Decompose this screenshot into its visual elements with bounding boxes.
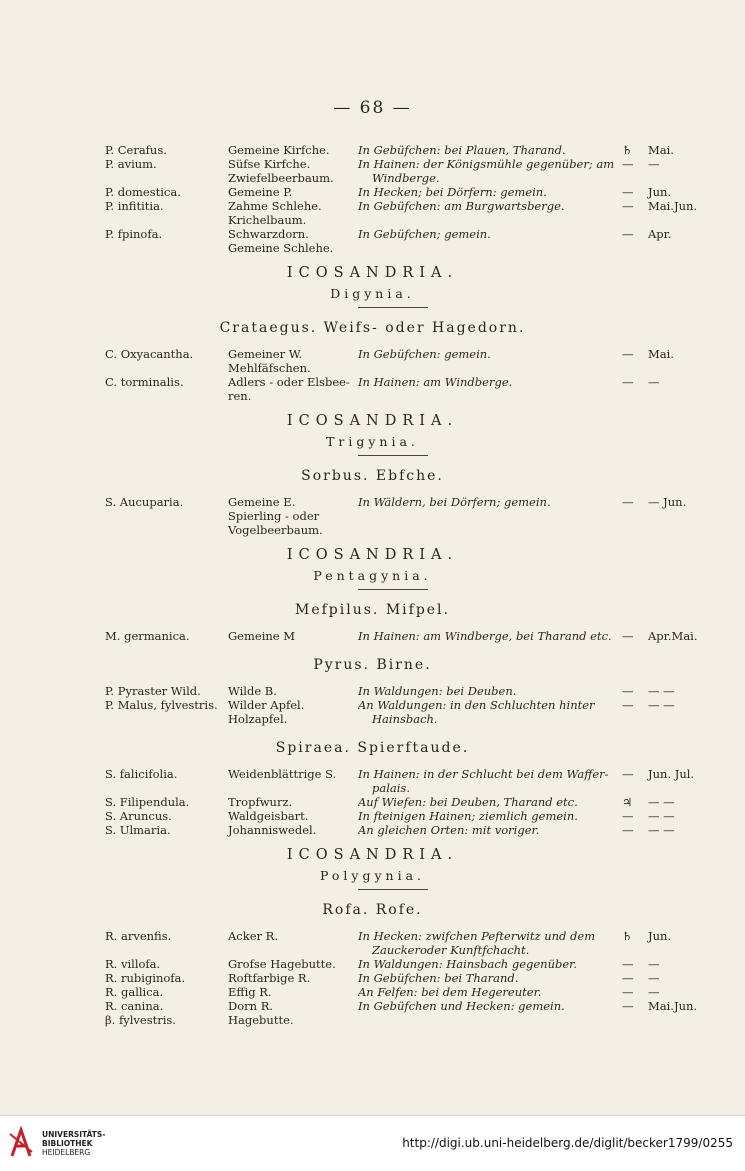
species-row <box>0 157 745 171</box>
flowering-time: Jun. <box>648 929 672 943</box>
species-row <box>0 143 745 157</box>
habitat-text: In Waldungen: Hainsbach gegenüber. <box>358 957 578 971</box>
common-name: Acker R. <box>228 929 278 943</box>
species-name: P. fpinofa. <box>105 227 163 241</box>
habitat-text: In Gebüfchen: bei Tharand. <box>358 971 519 985</box>
flowering-time: — <box>648 957 660 971</box>
species-row <box>0 495 745 509</box>
common-name: Zwiefelbeerbaum. <box>228 171 334 185</box>
order-heading: Polygynia. <box>319 868 426 883</box>
order-heading: Digynia. <box>330 286 415 301</box>
habitat-continuation: palais. <box>372 781 410 795</box>
habitat-text: In Hecken; bei Dörfern: gemein. <box>358 185 547 199</box>
common-name: Zahme Schlehe. <box>228 199 322 213</box>
habitat-text: In Gebüfchen: bei Plauen, Tharand. <box>358 143 566 157</box>
habitat-text: In Wäldern, bei Dörfern; gemein. <box>358 495 551 509</box>
section-divider <box>358 455 428 456</box>
section-divider <box>358 889 428 890</box>
page-number: — 68 — <box>333 98 412 118</box>
species-name: S. Filipendula. <box>105 795 190 809</box>
species-name: P. infititia. <box>105 199 164 213</box>
library-logo-icon[interactable] <box>8 1126 34 1160</box>
growth-symbol: — <box>622 157 634 171</box>
flowering-time: — <box>648 375 660 389</box>
growth-symbol: — <box>622 495 634 509</box>
page-url-link[interactable]: http://digi.ub.uni-heidelberg.de/diglit/becker1799/0255 <box>402 1136 733 1150</box>
flowering-time: — — <box>648 823 675 837</box>
common-name: Dorn R. <box>228 999 274 1013</box>
species-row <box>0 781 745 795</box>
order-heading: Pentagynia. <box>313 568 432 583</box>
species-row <box>0 347 745 361</box>
species-row <box>0 698 745 712</box>
class-heading: ICOSANDRIA. <box>286 413 459 429</box>
common-name: Spierling - oder <box>228 509 320 523</box>
flowering-time: — — <box>648 809 675 823</box>
species-name: M. germanica. <box>105 629 190 643</box>
growth-symbol: — <box>622 999 634 1013</box>
order-heading: Trigynia. <box>326 434 419 449</box>
species-row <box>0 375 745 389</box>
species-name: P. Malus, fylvestris. <box>105 698 218 712</box>
common-name: Wilder Apfel. <box>228 698 305 712</box>
viewer-footer <box>0 1115 745 1171</box>
species-row <box>0 767 745 781</box>
species-name: C. torminalis. <box>105 375 184 389</box>
flowering-time: — — <box>648 698 675 712</box>
species-name: R. canina. <box>105 999 164 1013</box>
growth-symbol: ♄ <box>622 143 633 157</box>
habitat-continuation: Windberge. <box>372 171 440 185</box>
habitat-text: In Gebüfchen und Hecken: gemein. <box>358 999 565 1013</box>
common-name: Mehlfäfschen. <box>228 361 311 375</box>
genus-heading: Pyrus. Birne. <box>313 657 432 673</box>
flowering-time: Mai. <box>648 347 674 361</box>
habitat-text: In Hecken: zwifchen Pefterwitz und dem <box>358 929 596 943</box>
common-name: Gemeine Kirfche. <box>228 143 330 157</box>
species-name: R. rubiginofa. <box>105 971 186 985</box>
species-name: P. Pyraster Wild. <box>105 684 201 698</box>
common-name: Hagebutte. <box>228 1013 294 1027</box>
flowering-time: Mai.Jun. <box>648 199 698 213</box>
species-row <box>0 684 745 698</box>
growth-symbol: — <box>622 957 634 971</box>
flowering-time: Apr. <box>648 227 672 241</box>
flowering-time: Mai. <box>648 143 674 157</box>
species-row <box>0 809 745 823</box>
growth-symbol: — <box>622 227 634 241</box>
common-name: ren. <box>228 389 252 403</box>
growth-symbol: — <box>622 185 634 199</box>
common-name: Roftfarbige R. <box>228 971 311 985</box>
growth-symbol: — <box>622 375 634 389</box>
species-row <box>0 241 745 255</box>
common-name: Weidenblättrige S. <box>228 767 337 781</box>
species-name: S. Aucuparia. <box>105 495 184 509</box>
genus-heading: Spiraea. Spierftaude. <box>275 740 470 756</box>
habitat-text: An Waldungen: in den Schluchten hinter <box>358 698 595 712</box>
species-row <box>0 227 745 241</box>
species-row <box>0 795 745 809</box>
habitat-text: In Hainen: der Königsmühle gegenüber; am <box>358 157 615 171</box>
species-row <box>0 629 745 643</box>
common-name: Effig R. <box>228 985 272 999</box>
flowering-time: Jun. <box>648 185 672 199</box>
genus-heading: Rofa. Rofe. <box>322 902 423 918</box>
common-name: Wilde B. <box>228 684 277 698</box>
species-row <box>0 1013 745 1027</box>
species-row <box>0 509 745 523</box>
flowering-time: Mai.Jun. <box>648 999 698 1013</box>
common-name: Waldgeisbart. <box>228 809 309 823</box>
genus-heading: Mefpilus. Mifpel. <box>295 602 450 618</box>
species-name: S. falicifolia. <box>105 767 178 781</box>
common-name: Adlers - oder Elsbee- <box>228 375 350 389</box>
species-row <box>0 389 745 403</box>
species-name: C. Oxyacantha. <box>105 347 194 361</box>
flowering-time: Apr.Mai. <box>648 629 698 643</box>
habitat-text: An Felfen: bei dem Hegereuter. <box>358 985 542 999</box>
library-name-line-3: HEIDELBERG <box>42 1148 91 1157</box>
common-name: Gemeine P. <box>228 185 293 199</box>
habitat-text: In Waldungen: bei Deuben. <box>358 684 517 698</box>
library-name-line-1: UNIVERSITÄTS- <box>42 1130 106 1139</box>
common-name: Krichelbaum. <box>228 213 307 227</box>
habitat-continuation: Hainsbach. <box>372 712 438 726</box>
species-row <box>0 957 745 971</box>
growth-symbol: — <box>622 199 634 213</box>
genus-heading: Sorbus. Ebfche. <box>301 468 444 484</box>
common-name: Gemeine M <box>228 629 296 643</box>
species-row <box>0 823 745 837</box>
flowering-time: — Jun. <box>648 495 687 509</box>
common-name: Süfse Kirfche. <box>228 157 311 171</box>
flowering-time: — <box>648 157 660 171</box>
species-name: R. villofa. <box>105 957 161 971</box>
growth-symbol: — <box>622 684 634 698</box>
common-name: Grofse Hagebutte. <box>228 957 336 971</box>
species-row <box>0 999 745 1013</box>
species-name: P. Cerafus. <box>105 143 167 157</box>
species-row <box>0 985 745 999</box>
habitat-continuation: Zauckeroder Kunftfchacht. <box>372 943 530 957</box>
common-name: Vogelbeerbaum. <box>228 523 323 537</box>
species-row <box>0 361 745 375</box>
library-name-line-2: BIBLIOTHEK <box>42 1139 93 1148</box>
common-name: Gemeine Schlehe. <box>228 241 334 255</box>
species-row <box>0 929 745 943</box>
growth-symbol: — <box>622 767 634 781</box>
species-row <box>0 199 745 213</box>
growth-symbol: — <box>622 971 634 985</box>
common-name: Schwarzdorn. <box>228 227 309 241</box>
habitat-text: An gleichen Orten: mit voriger. <box>358 823 540 837</box>
common-name: Holzapfel. <box>228 712 288 726</box>
common-name: Gemeiner W. <box>228 347 303 361</box>
species-name: R. gallica. <box>105 985 164 999</box>
growth-symbol: — <box>622 985 634 999</box>
species-name: R. arvenfis. <box>105 929 172 943</box>
growth-symbol: — <box>622 347 634 361</box>
growth-symbol: ♃ <box>622 795 633 809</box>
species-name: S. Ulmaria. <box>105 823 171 837</box>
habitat-text: In Gebüfchen: gemein. <box>358 347 491 361</box>
common-name: Johanniswedel. <box>228 823 317 837</box>
class-heading: ICOSANDRIA. <box>286 547 459 563</box>
genus-heading: Crataegus. Weifs- oder Hagedorn. <box>219 320 526 336</box>
species-row <box>0 523 745 537</box>
flowering-time: — <box>648 985 660 999</box>
habitat-text: In Hainen: in der Schlucht bei dem Waffer- <box>358 767 609 781</box>
growth-symbol: — <box>622 823 634 837</box>
habitat-text: In Hainen: am Windberge, bei Tharand etc. <box>358 629 612 643</box>
species-row <box>0 171 745 185</box>
common-name: Tropfwurz. <box>228 795 293 809</box>
growth-symbol: ♄ <box>622 929 633 943</box>
library-name <box>42 1130 105 1157</box>
flowering-time: — <box>648 971 660 985</box>
habitat-text: In fteinigen Hainen; ziemlich gemein. <box>358 809 578 823</box>
habitat-text: In Gebüfchen: am Burgwartsberge. <box>358 199 565 213</box>
common-name: Gemeine E. <box>228 495 296 509</box>
habitat-text: In Gebüfchen; gemein. <box>358 227 491 241</box>
species-row <box>0 971 745 985</box>
species-row <box>0 185 745 199</box>
species-row <box>0 943 745 957</box>
habitat-text: In Hainen: am Windberge. <box>358 375 513 389</box>
section-divider <box>358 307 428 308</box>
growth-symbol: — <box>622 809 634 823</box>
flowering-time: — — <box>648 795 675 809</box>
class-heading: ICOSANDRIA. <box>286 265 459 281</box>
species-name: S. Aruncus. <box>105 809 172 823</box>
species-name: P. avium. <box>105 157 157 171</box>
habitat-text: Auf Wiefen: bei Deuben, Tharand etc. <box>358 795 578 809</box>
growth-symbol: — <box>622 698 634 712</box>
section-divider <box>358 589 428 590</box>
flowering-time: Jun. Jul. <box>648 767 695 781</box>
growth-symbol: — <box>622 629 634 643</box>
flowering-time: — — <box>648 684 675 698</box>
species-row <box>0 213 745 227</box>
species-row <box>0 712 745 726</box>
class-heading: ICOSANDRIA. <box>286 847 459 863</box>
species-name: β. fylvestris. <box>105 1013 176 1027</box>
species-name: P. domestica. <box>105 185 181 199</box>
